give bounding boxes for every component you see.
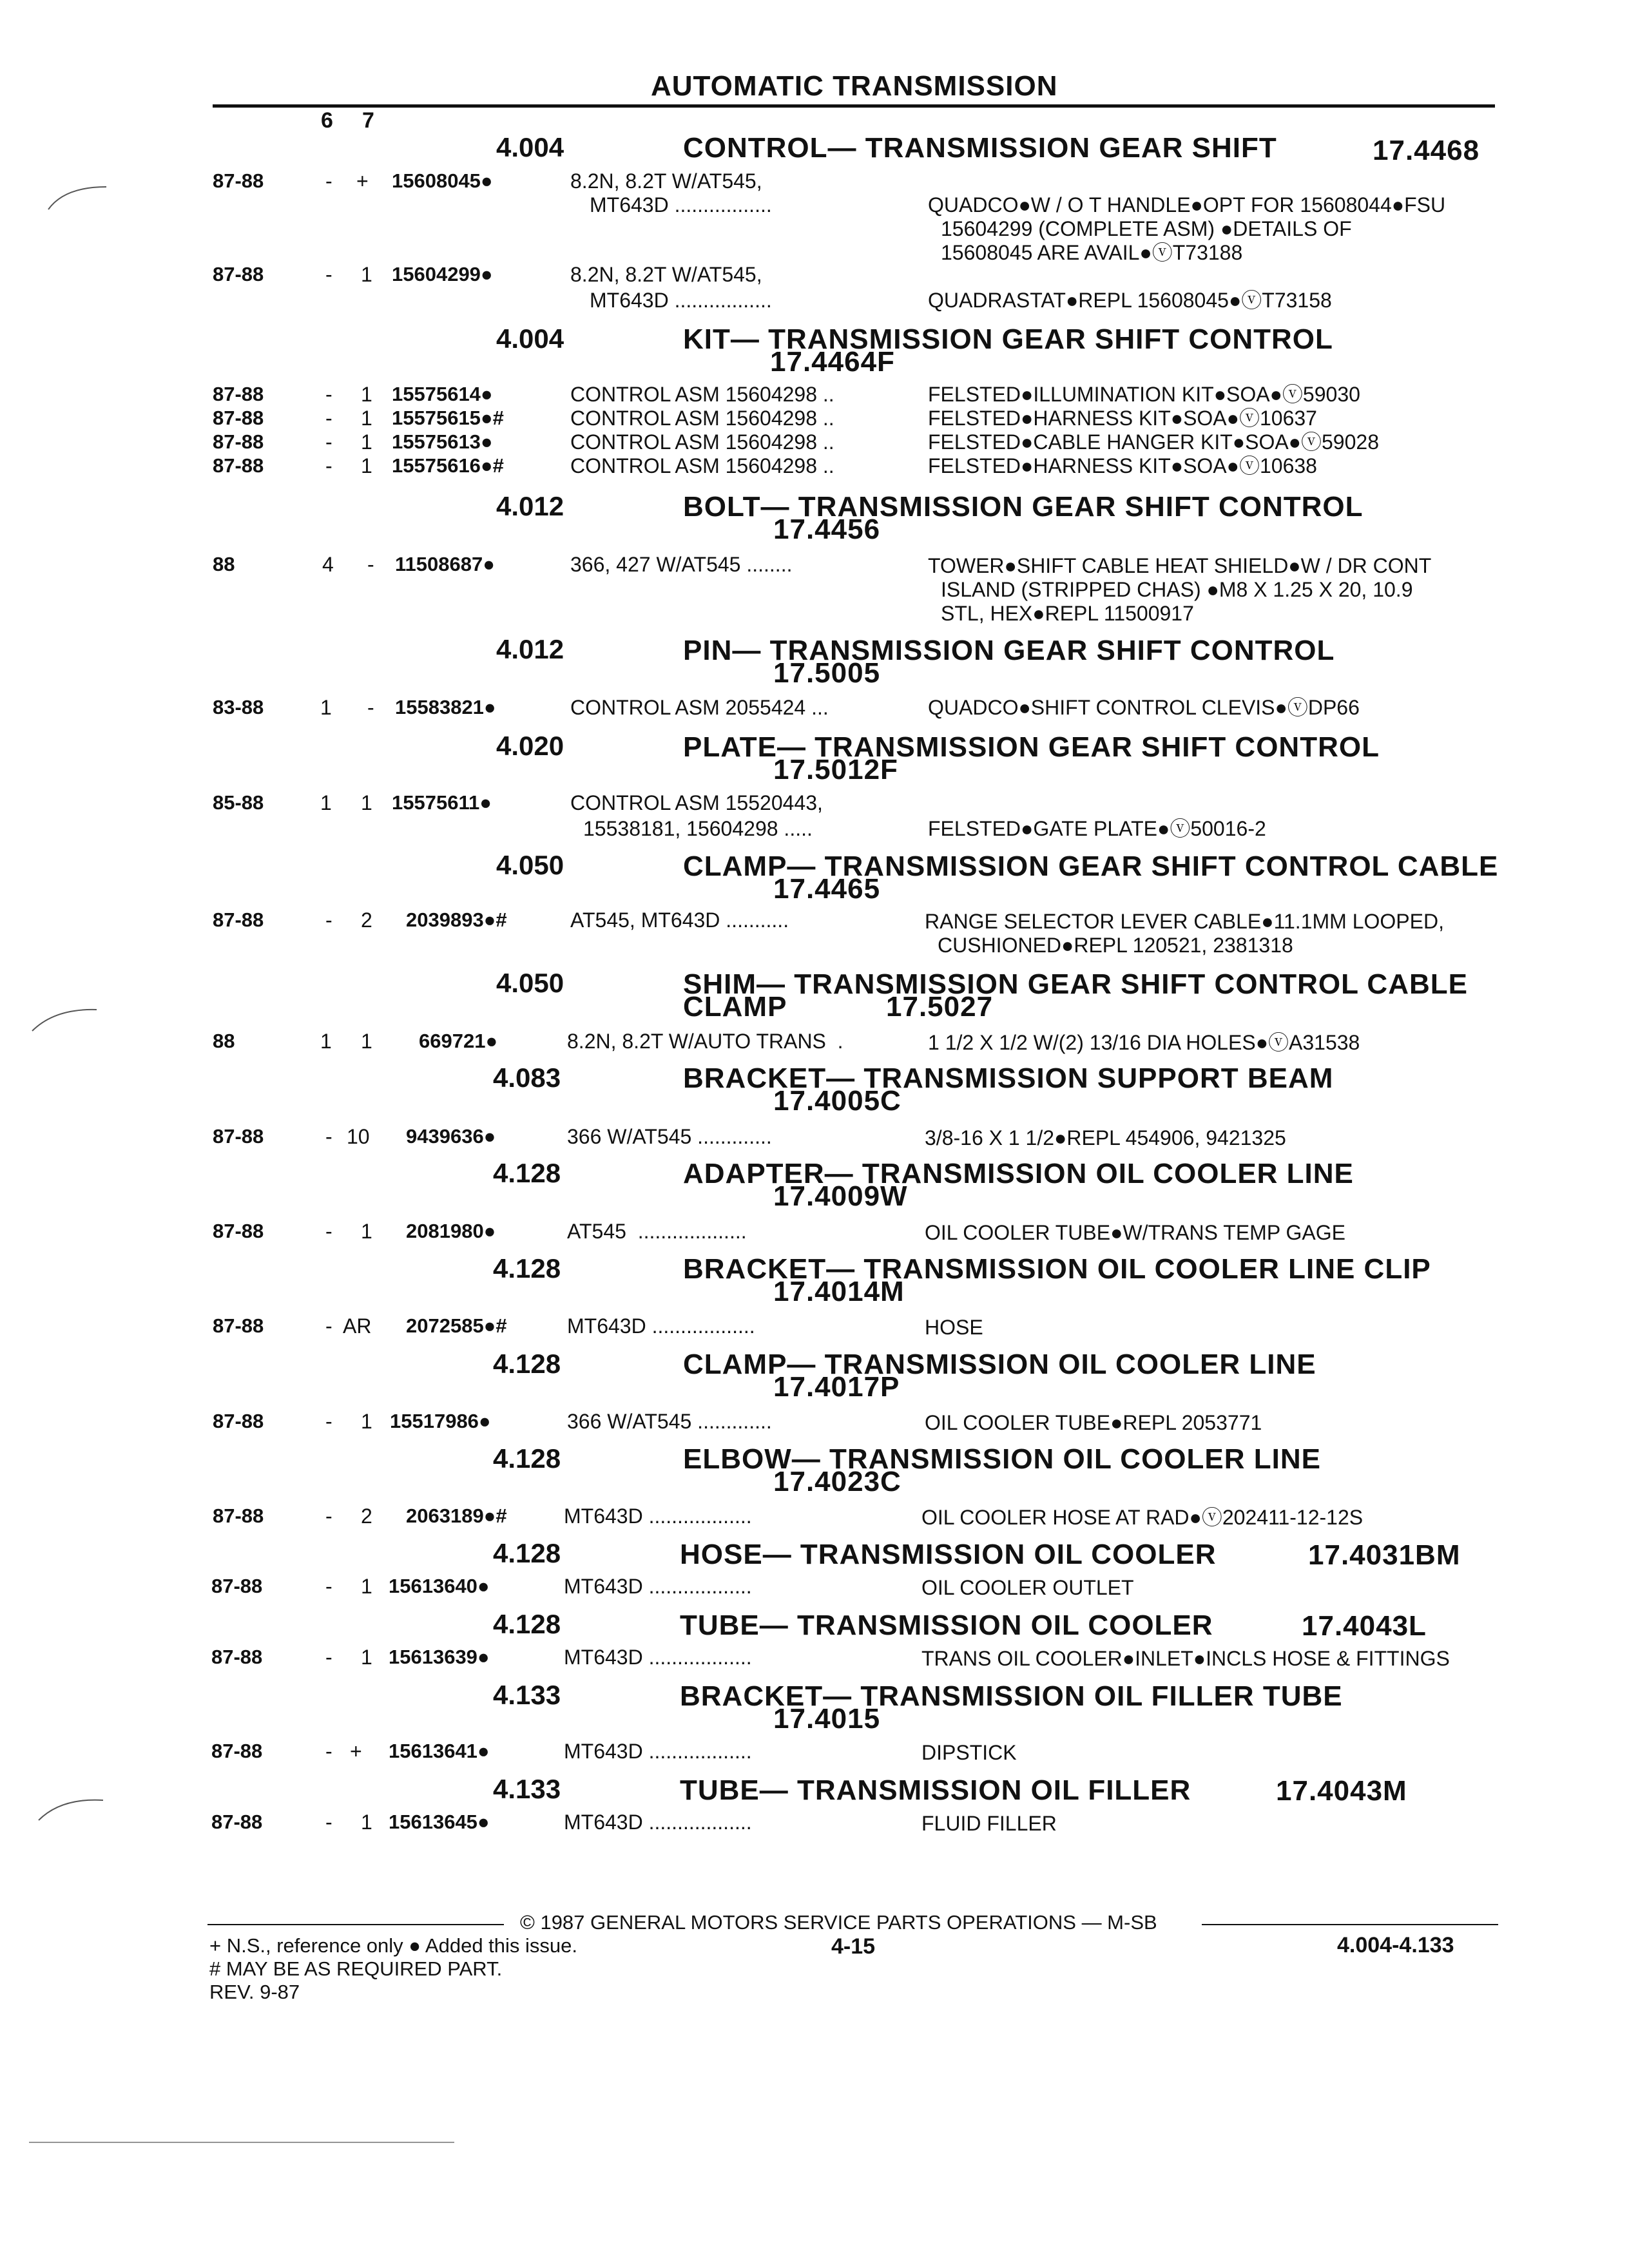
years: 87-88	[211, 1575, 263, 1597]
description: OIL COOLER OUTLET	[921, 1576, 1134, 1599]
qty-b: 1	[361, 454, 372, 477]
description: TOWER●SHIFT CABLE HEAT SHIELD●W / DR CONT	[928, 554, 1432, 577]
years: 87-88	[213, 407, 264, 429]
qty-b: 1	[361, 791, 372, 814]
part-number: 15575613●	[392, 430, 493, 453]
qty-b: 1	[361, 1030, 372, 1053]
years: 87-88	[213, 454, 264, 477]
part-number: 15613639●	[389, 1646, 490, 1668]
column-header-7: 7	[362, 108, 374, 133]
part-number: 2039893●#	[406, 908, 507, 931]
legend-ns: + N.S., reference only ● Added this issue.	[209, 1934, 578, 1957]
part-number: 9439636●	[406, 1125, 496, 1148]
qty-a: -	[325, 263, 333, 286]
qty-b: 1	[361, 1575, 372, 1598]
application: 8.2N, 8.2T W/AT545,	[570, 263, 762, 286]
qty-b: 1	[361, 263, 372, 286]
years: 88	[213, 1030, 235, 1052]
description: QUADCO●SHIFT CONTROL CLEVIS●ⓥDP66	[928, 696, 1360, 719]
section-title: CLAMP— TRANSMISSION GEAR SHIFT CONTROL CABLE	[683, 850, 1499, 882]
qty-a: -	[325, 1811, 333, 1834]
qty-a: 1	[320, 791, 332, 814]
application: 366 W/AT545 .............	[567, 1410, 772, 1433]
description: FELSTED●CABLE HANGER KIT●SOA●ⓥ59028	[928, 430, 1379, 454]
group-number: 4.128	[493, 1538, 561, 1568]
application: MT643D ..................	[567, 1314, 755, 1338]
page-title: AUTOMATIC TRANSMISSION	[651, 70, 1058, 102]
legend-as-required: # MAY BE AS REQUIRED PART.	[209, 1957, 503, 1980]
group-range: 4.004-4.133	[1337, 1933, 1454, 1957]
description: FELSTED●ILLUMINATION KIT●SOA●ⓥ59030	[928, 383, 1360, 406]
application: 15538181, 15604298 .....	[583, 817, 813, 840]
description: 3/8-16 X 1 1/2●REPL 454906, 9421325	[925, 1126, 1286, 1149]
qty-a: -	[325, 908, 333, 932]
section-code: 17.4014M	[773, 1276, 905, 1307]
application: AT545, MT643D ...........	[570, 908, 789, 932]
qty-b: -	[367, 696, 374, 719]
group-number: 4.050	[496, 968, 564, 998]
description: ISLAND (STRIPPED CHAS) ●M8 X 1.25 X 20, 10.9	[941, 578, 1413, 601]
group-number: 4.012	[496, 634, 564, 664]
part-number: 15604299●	[392, 263, 493, 285]
section-title: BOLT— TRANSMISSION GEAR SHIFT CONTROL	[683, 491, 1364, 523]
part-number: 15575611●	[392, 791, 492, 814]
application: AT545 ...................	[567, 1220, 747, 1243]
section-title: CONTROL— TRANSMISSION GEAR SHIFT	[683, 132, 1277, 164]
description: FELSTED●GATE PLATE●ⓥ50016-2	[928, 817, 1266, 840]
description: 1 1/2 X 1/2 W/(2) 13/16 DIA HOLES●ⓥA31538	[928, 1031, 1360, 1054]
qty-a: -	[325, 454, 333, 477]
application: MT643D .................	[590, 193, 772, 216]
part-number: 15583821●	[395, 696, 496, 718]
section-title: BRACKET— TRANSMISSION OIL FILLER TUBE	[680, 1680, 1343, 1712]
application: CONTROL ASM 2055424 ...	[570, 696, 829, 719]
qty-a: 1	[320, 696, 332, 719]
section-code: 17.4468	[1373, 135, 1480, 166]
qty-a: -	[325, 1504, 333, 1528]
section-code: 17.4017P	[773, 1371, 900, 1403]
years: 87-88	[211, 1811, 263, 1833]
qty-b: 1	[361, 383, 372, 406]
years: 87-88	[213, 1504, 264, 1527]
description: QUADRASTAT●REPL 15608045●ⓥT73158	[928, 289, 1332, 312]
application: CONTROL ASM 15604298 ..	[570, 430, 834, 454]
section-code: 17.5005	[773, 657, 881, 689]
qty-b: 1	[361, 1410, 372, 1433]
section-title: TUBE— TRANSMISSION OIL COOLER	[680, 1610, 1213, 1641]
years: 87-88	[213, 430, 264, 453]
qty-a: -	[325, 430, 333, 454]
description: TRANS OIL COOLER●INLET●INCLS HOSE & FITTINGS	[921, 1647, 1450, 1670]
section-title: TUBE— TRANSMISSION OIL FILLER	[680, 1774, 1191, 1806]
group-number: 4.128	[493, 1609, 561, 1639]
part-number: 15608045●	[392, 169, 493, 192]
years: 87-88	[213, 1125, 264, 1148]
part-number: 15613641●	[389, 1740, 490, 1762]
years: 87-88	[213, 383, 264, 405]
group-number: 4.004	[496, 323, 564, 354]
scan-line	[29, 2142, 454, 2143]
qty-a: -	[325, 169, 333, 193]
section-title-cont: CLAMP	[683, 991, 787, 1023]
qty-a: -	[325, 1314, 333, 1338]
description: 15608045 ARE AVAIL●ⓥT73188	[941, 241, 1243, 264]
part-number: 15517986●	[390, 1410, 491, 1432]
application: 366 W/AT545 .............	[567, 1125, 772, 1148]
qty-a: -	[325, 1410, 333, 1433]
part-number: 2063189●#	[406, 1504, 507, 1527]
application: MT643D ..................	[564, 1811, 752, 1834]
column-header-6: 6	[321, 108, 333, 133]
application: 8.2N, 8.2T W/AT545,	[570, 169, 762, 193]
section-code: 17.5012F	[773, 754, 898, 785]
years: 87-88	[213, 263, 264, 285]
section-code: 17.4031BM	[1308, 1539, 1461, 1571]
section-code: 17.4043L	[1302, 1610, 1427, 1642]
qty-a: -	[325, 407, 333, 430]
section-code: 17.4009W	[773, 1180, 908, 1212]
qty-b: 1	[361, 1646, 372, 1669]
qty-b: 1	[361, 1220, 372, 1243]
description: STL, HEX●REPL 11500917	[941, 602, 1194, 625]
section-code: 17.4456	[773, 514, 881, 545]
application: 366, 427 W/AT545 ........	[570, 553, 793, 576]
description: CUSHIONED●REPL 120521, 2381318	[938, 934, 1293, 957]
application: CONTROL ASM 15604298 ..	[570, 407, 834, 430]
application: MT643D ..................	[564, 1575, 752, 1598]
years: 87-88	[211, 1646, 263, 1668]
part-number: 15575614●	[392, 383, 493, 405]
qty-a: -	[325, 1740, 333, 1763]
qty-a: -	[325, 1125, 333, 1148]
section-title: PIN— TRANSMISSION GEAR SHIFT CONTROL	[683, 635, 1335, 666]
description: DIPSTICK	[921, 1741, 1017, 1764]
section-code: 17.4043M	[1276, 1775, 1407, 1807]
description: FELSTED●HARNESS KIT●SOA●ⓥ10638	[928, 454, 1317, 477]
qty-a: 1	[320, 1030, 332, 1053]
years: 87-88	[213, 169, 264, 192]
part-number: 669721●	[419, 1030, 498, 1052]
qty-b: 2	[361, 908, 372, 932]
part-number: 11508687●	[395, 553, 495, 575]
group-number: 4.128	[493, 1443, 561, 1474]
section-code: 17.5027	[886, 991, 994, 1023]
qty-b: 1	[361, 407, 372, 430]
section-code: 17.4005C	[773, 1085, 901, 1117]
years: 83-88	[213, 696, 264, 718]
copyright: © 1987 GENERAL MOTORS SERVICE PARTS OPERATIONS — M-SB	[520, 1911, 1157, 1934]
description: OIL COOLER HOSE AT RAD●ⓥ202411-12-12S	[921, 1506, 1364, 1529]
description: OIL COOLER TUBE●REPL 2053771	[925, 1411, 1262, 1434]
section-title: SHIM— TRANSMISSION GEAR SHIFT CONTROL CABLE	[683, 968, 1468, 1000]
description: OIL COOLER TUBE●W/TRANS TEMP GAGE	[925, 1221, 1345, 1244]
section-title: KIT— TRANSMISSION GEAR SHIFT CONTROL	[683, 323, 1333, 355]
scan-mark	[35, 1791, 106, 1823]
group-number: 4.128	[493, 1158, 561, 1188]
scan-mark	[45, 180, 110, 213]
years: 87-88	[213, 1314, 264, 1337]
header-rule	[213, 104, 1495, 108]
years: 87-88	[213, 908, 264, 931]
footer-rule-right	[1202, 1924, 1498, 1925]
application: MT643D .................	[590, 289, 772, 312]
part-number: 15575615●#	[392, 407, 504, 429]
group-number: 4.133	[493, 1774, 561, 1804]
application: MT643D ..................	[564, 1646, 752, 1669]
description: HOSE	[925, 1316, 983, 1339]
section-title: BRACKET— TRANSMISSION SUPPORT BEAM	[683, 1062, 1334, 1094]
application: CONTROL ASM 15604298 ..	[570, 454, 834, 477]
years: 88	[213, 553, 235, 575]
group-number: 4.128	[493, 1349, 561, 1379]
qty-b: +	[356, 169, 369, 193]
years: 87-88	[213, 1220, 264, 1242]
group-number: 4.050	[496, 850, 564, 880]
part-number: 15613640●	[389, 1575, 490, 1597]
section-title: BRACKET— TRANSMISSION OIL COOLER LINE CLIP	[683, 1253, 1431, 1285]
years: 87-88	[213, 1410, 264, 1432]
application: MT643D ..................	[564, 1504, 752, 1528]
section-code: 17.4464F	[770, 346, 895, 378]
section-title: ELBOW— TRANSMISSION OIL COOLER LINE	[683, 1443, 1321, 1475]
section-code: 17.4465	[773, 873, 881, 905]
part-number: 2072585●#	[406, 1314, 507, 1337]
application: CONTROL ASM 15520443,	[570, 791, 823, 814]
footer-rule-left	[207, 1924, 504, 1925]
group-number: 4.020	[496, 731, 564, 761]
application: MT643D ..................	[564, 1740, 752, 1763]
part-number: 15575616●#	[392, 454, 504, 477]
qty-a: -	[325, 1220, 333, 1243]
part-number: 2081980●	[406, 1220, 496, 1242]
group-number: 4.083	[493, 1062, 561, 1093]
qty-b: AR	[343, 1314, 372, 1338]
qty-b: 1	[361, 430, 372, 454]
section-title: ADAPTER— TRANSMISSION OIL COOLER LINE	[683, 1158, 1354, 1189]
qty-b: +	[350, 1740, 362, 1763]
years: 87-88	[211, 1740, 263, 1762]
group-number: 4.133	[493, 1680, 561, 1710]
revision: REV. 9-87	[209, 1981, 300, 2003]
qty-a: -	[325, 383, 333, 406]
qty-b: -	[367, 553, 374, 576]
qty-b: 2	[361, 1504, 372, 1528]
description: FELSTED●HARNESS KIT●SOA●ⓥ10637	[928, 407, 1317, 430]
section-code: 17.4015	[773, 1703, 881, 1735]
description: FLUID FILLER	[921, 1812, 1057, 1835]
description: RANGE SELECTOR LEVER CABLE●11.1MM LOOPED,	[925, 910, 1444, 933]
group-number: 4.128	[493, 1253, 561, 1283]
application: CONTROL ASM 15604298 ..	[570, 383, 834, 406]
scan-mark	[29, 1002, 100, 1034]
description: 15604299 (COMPLETE ASM) ●DETAILS OF	[941, 217, 1352, 240]
group-number: 4.004	[496, 132, 564, 162]
application: 8.2N, 8.2T W/AUTO TRANS .	[567, 1030, 843, 1053]
qty-a: -	[325, 1575, 333, 1598]
section-title: CLAMP— TRANSMISSION OIL COOLER LINE	[683, 1349, 1316, 1380]
qty-a: 4	[322, 553, 334, 576]
years: 85-88	[213, 791, 264, 814]
section-code: 17.4023C	[773, 1466, 901, 1497]
qty-b: 1	[361, 1811, 372, 1834]
section-title: PLATE— TRANSMISSION GEAR SHIFT CONTROL	[683, 731, 1380, 763]
group-number: 4.012	[496, 491, 564, 521]
qty-a: -	[325, 1646, 333, 1669]
section-title: HOSE— TRANSMISSION OIL COOLER	[680, 1539, 1217, 1570]
description: QUADCO●W / O T HANDLE●OPT FOR 15608044●FSU	[928, 193, 1446, 216]
qty-b: 10	[347, 1125, 370, 1148]
page-number: 4-15	[831, 1934, 876, 1959]
part-number: 15613645●	[389, 1811, 490, 1833]
